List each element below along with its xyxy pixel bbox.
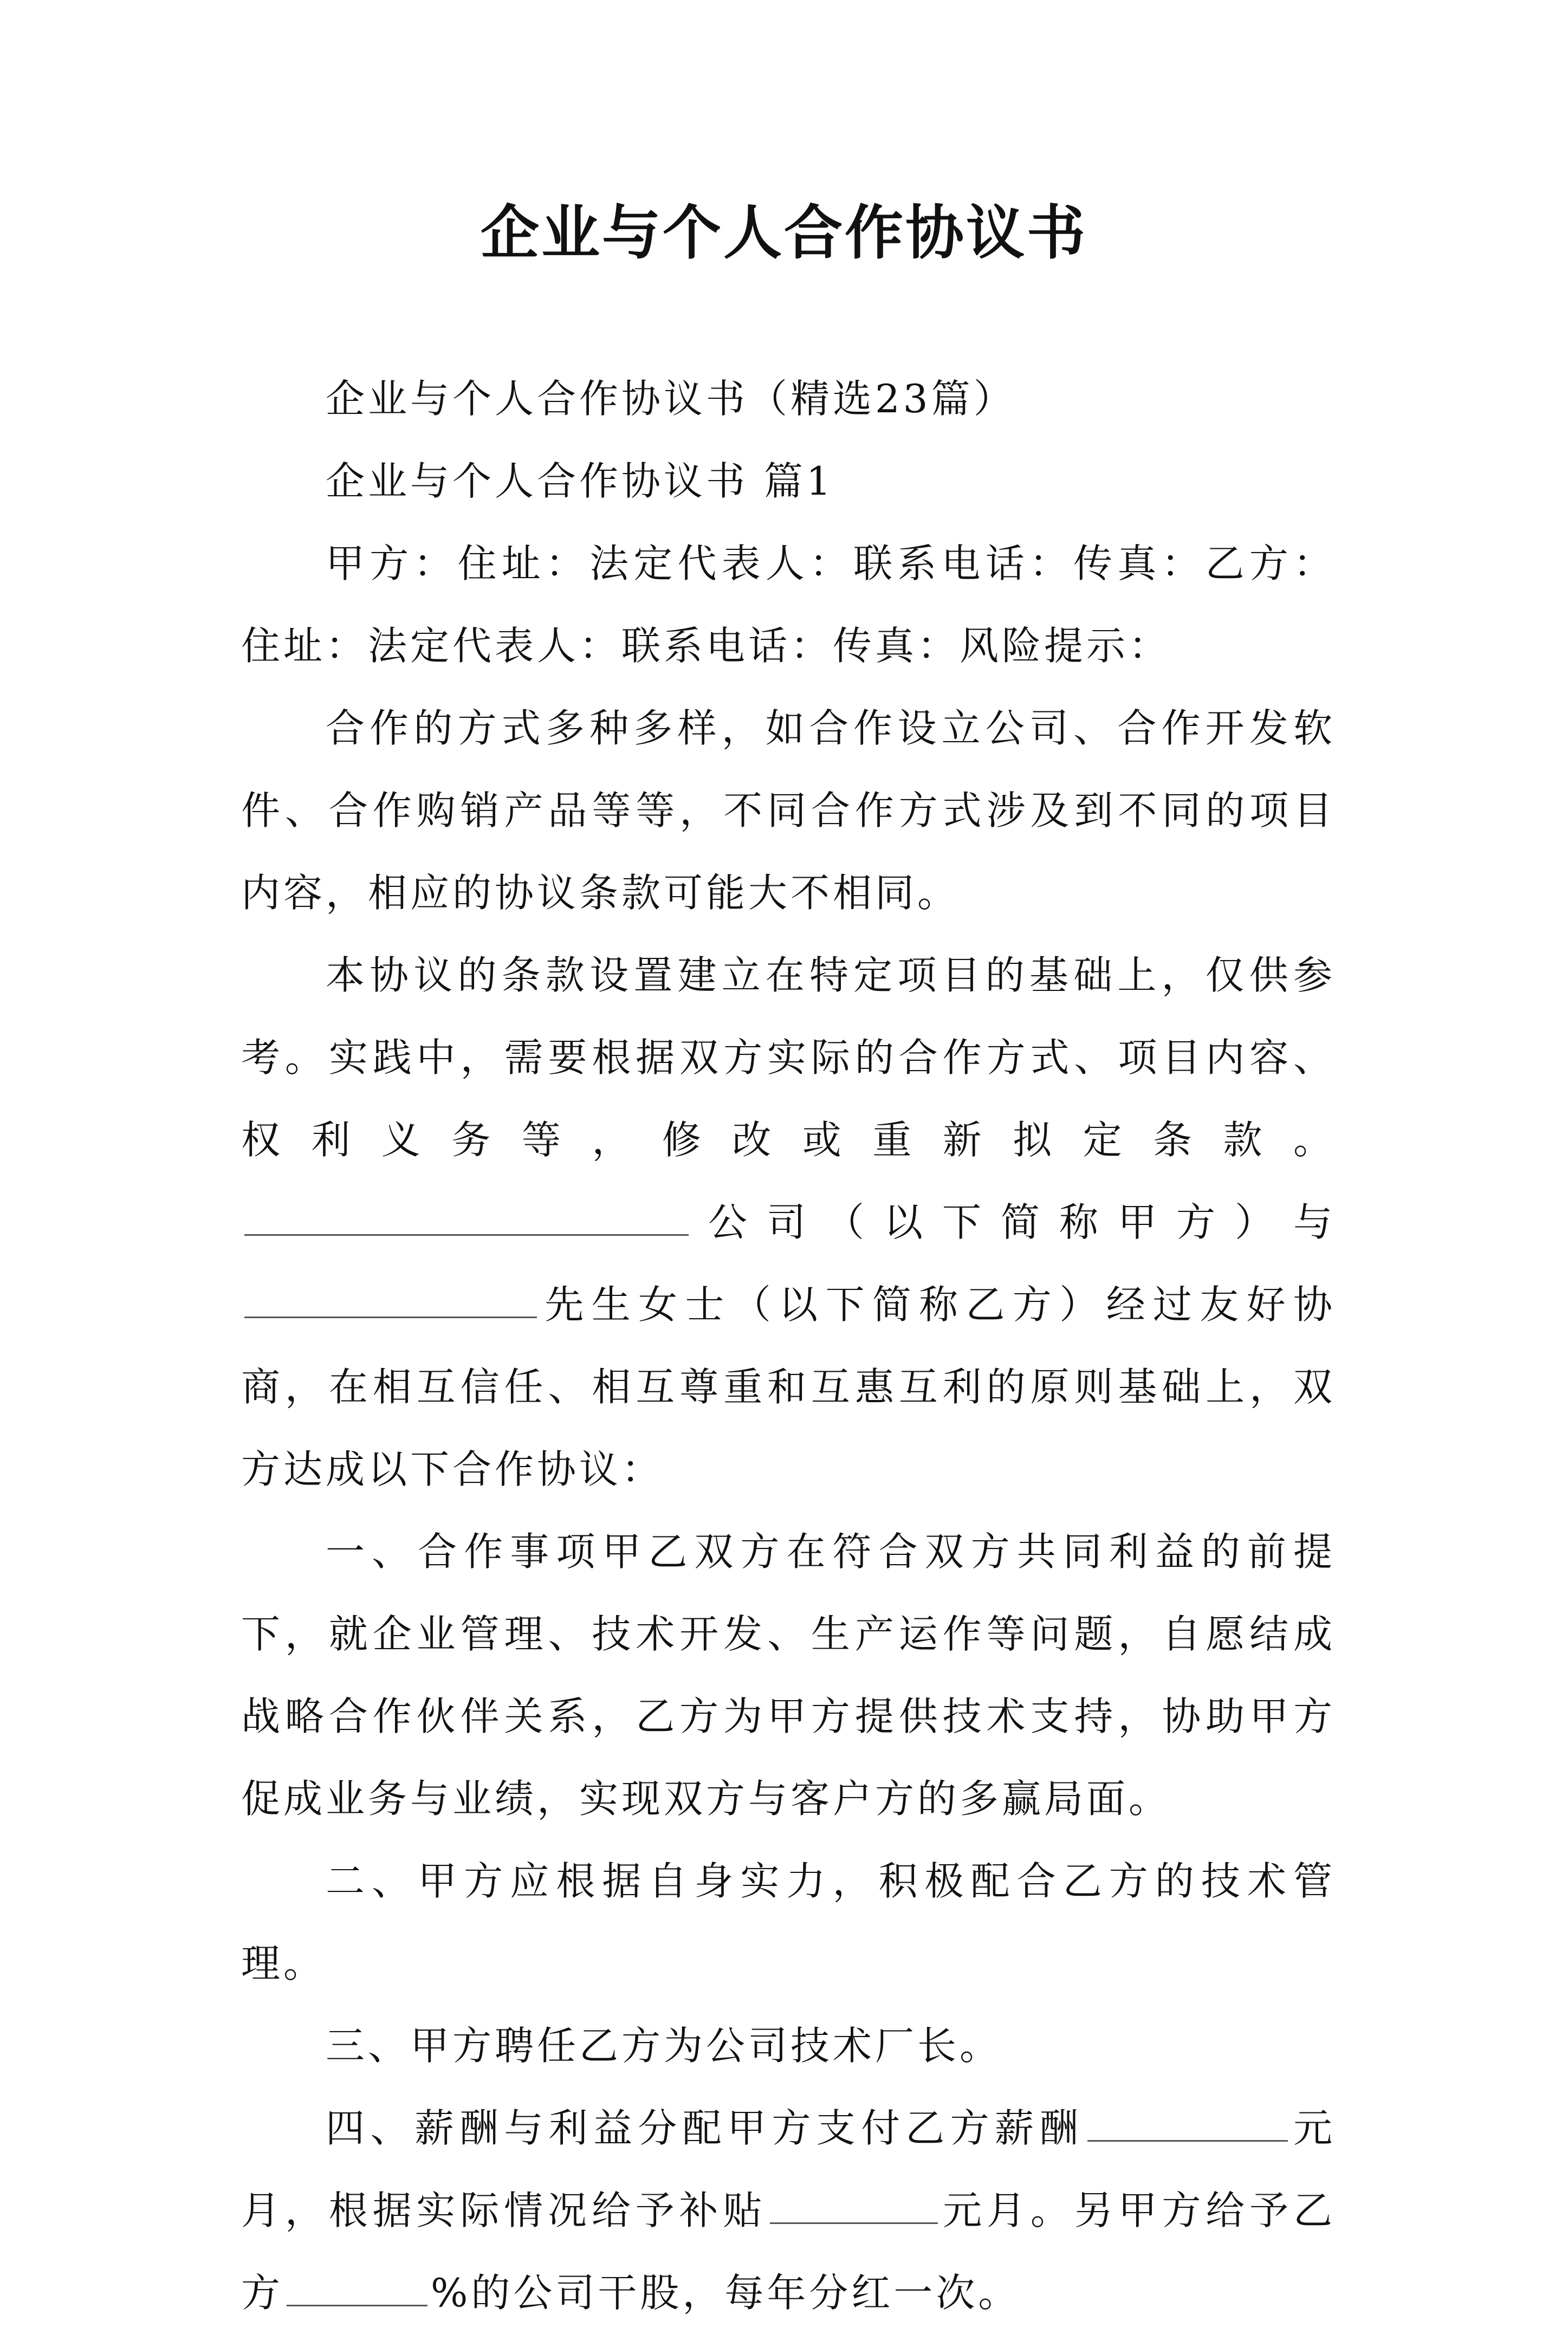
subtitle: 企业与个人合作协议书（精选23篇） (326, 376, 1016, 422)
note-paragraph (241, 934, 1336, 1510)
clause-1: 一、合作事项甲乙双方在符合双方共同利益的前提下，就企业管理、技术开发、生产运作等问题，自愿结成战略合作伙伴关系，乙方为甲方提供技术支持，协助甲方促成业务与业绩，实现双方与客户方的多赢局面。 (241, 1529, 1336, 1821)
parties-paragraph: 甲方：住址：法定代表人：联系电话：传真：乙方：住址：法定代表人：联系电话：传真：风险提示： (241, 541, 1336, 669)
company-name-blank (244, 1198, 689, 1236)
subsidy-blank (770, 2187, 938, 2224)
clause-4-text-b: 元月，根据实际情况给予补贴 (241, 2105, 1336, 2233)
salary-blank (1087, 2104, 1288, 2142)
note-text-b: 公司（以下简称甲方）与 (692, 1200, 1336, 1245)
section-heading: 企业与个人合作协议书 篇1 (326, 458, 834, 504)
clause-4-text-a: 四、薪酬与利益分配甲方支付乙方薪酬 (326, 2105, 1084, 2151)
risk-paragraph: 合作的方式多种多样，如合作设立公司、合作开发软件、合作购销产品等等，不同合作方式涉及到不同的项目内容，相应的协议条款可能大不相同。 (241, 705, 1336, 916)
share-percent-blank (287, 2269, 427, 2306)
note-text-c: 先生女士（以下简称乙方）经过友好协商，在相互信任、相互尊重和互惠互利的原则基础上，双方达成以下合作协议： (241, 1282, 1336, 1492)
document-title: 企业与个人合作协议书 (480, 199, 1087, 267)
clause-3: 三、甲方聘任乙方为公司技术厂长。 (326, 2023, 1002, 2069)
clause-4 (241, 2087, 1336, 2334)
document-body (241, 358, 1336, 2334)
clause-4-text-c: 元月。另甲方给予乙方 (241, 2188, 1336, 2316)
note-text-a: 本协议的条款设置建立在特定项目的基础上，仅供参考。实践中，需要根据双方实际的合作方式、项目内容、权利义务等，修改或重新拟定条款。 (241, 952, 1336, 1163)
clause-4-text-d: %的公司干股，每年分红一次。 (431, 2270, 1021, 2316)
person-name-blank (244, 1281, 537, 1318)
clause-2: 二、甲方应根据自身实力，积极配合乙方的技术管理。 (241, 1858, 1336, 1986)
